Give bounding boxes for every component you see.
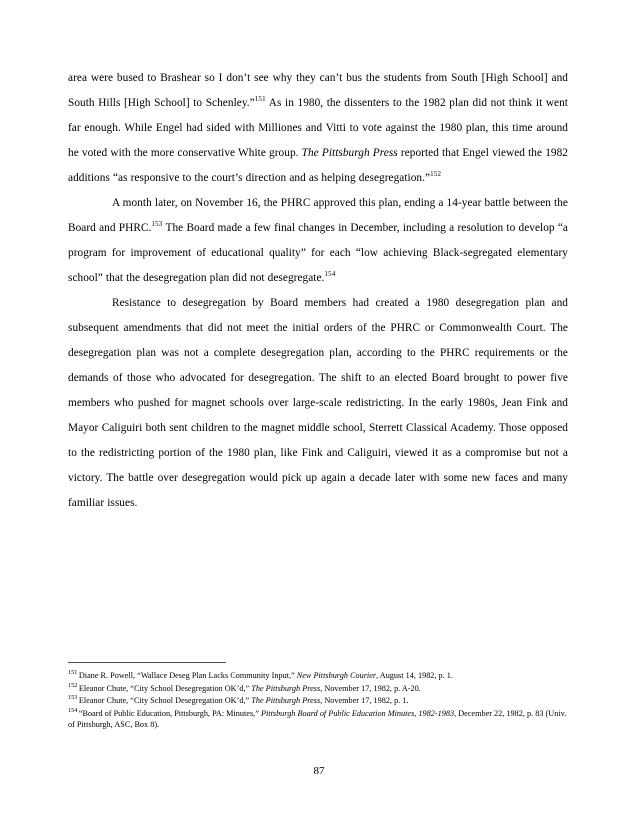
footnote-number: 153 (68, 694, 78, 702)
footnote-area (68, 662, 568, 732)
body-text-area (68, 66, 568, 516)
paragraph: Resistance to desegregation by Board members had created a 1980 desegregation plan and subsequent amendments that did not meet the initial orders of the PHRC or Commonwealth Court. The desegregation plan was not a complete desegregation plan, according to the PHRC requirements or the demands of those who advocated for desegregation. The shift to an elected Board brought to power five members who pushed for magnet schools over large-scale redistricting. In the early 1980s, Jean Fink and Mayor Caliguiri both sent children to the magnet middle school, Sterrett Classical Academy. Those opposed to the redistricting portion of the 1980 plan, like Fink and Caliguiri, viewed it as a compromise but not a victory. The battle over desegregation would pick up again a decade later with some new faces and many familiar issues. (68, 297, 568, 509)
footnote-reference: 152 (430, 170, 442, 179)
italic-text: The Pittsburgh Press (251, 683, 321, 693)
page-number: 87 (313, 765, 325, 777)
footnote-reference: 154 (324, 270, 336, 279)
paragraph: area were bused to Brashear so I don’t see why they can’t bus the students from South [High School] and South Hills [High School] to Schenley.”$^{151}$ As in 1980, the dissenters to the 1982 plan did not think it went far enough. While Engel had sided with Milliones and Vitti to vote against the 1980 plan, this time around he voted with the more conservative White group. The Pittsburgh Press reported that Engel viewed the 1982 additions “as responsive to the court’s direction and as helping desegregation.”$^{152}$ (68, 72, 569, 184)
footnote-reference: 151 (254, 95, 266, 104)
footnote-text: Eleanor Chute, “City School Desegregation OK’d,” The Pittsburgh Press, November 17, 1982, p. 1. (78, 696, 409, 706)
footnote-number: 154 (68, 707, 78, 715)
footnote-entry (68, 683, 568, 695)
footnote-entry (68, 695, 568, 707)
footnote-reference: 153 (151, 220, 163, 229)
footnote-number: 152 (68, 681, 78, 689)
italic-text: New Pittsburgh Courier (296, 671, 377, 680)
footnote-text: “Board of Public Education, Pittsburgh, PA: Minutes,” Pittsburgh Board of Public Education Minutes, 1982-1983, December 22, 1982, p. 83 (Univ. of Pittsburgh, ASC, Box 8). (68, 708, 567, 730)
footnote-separator-rule (68, 662, 226, 663)
footnote-entry (68, 708, 568, 731)
italic-text: The Pittsburgh Press (301, 147, 398, 159)
footnote-text: Eleanor Chute, “City School Desegregation OK’d,” The Pittsburgh Press, November 17, 1982, p. A-20. (78, 683, 421, 693)
paragraph: A month later, on November 16, the PHRC approved this plan, ending a 14-year battle between the Board and PHRC.$^{153}$ The Board made a few final changes in December, including a resolution to develop “a program for improvement of educational quality” for each “low achieving Black-segregated elementary school” that the desegregation plan did not desegregate.$^{154}$ (68, 197, 568, 284)
italic-text: Pittsburgh Board of Public Education Minutes, 1982-1983 (260, 708, 455, 718)
footnote-text: Diane R. Powell, “Wallace Deseg Plan Lacks Community Input,” New Pittsburgh Courier, August 14, 1982, p. 1. (78, 671, 453, 680)
footnote-entry (68, 670, 568, 682)
footnote-number: 151 (68, 669, 78, 677)
italic-text: The Pittsburgh Press (251, 696, 321, 706)
